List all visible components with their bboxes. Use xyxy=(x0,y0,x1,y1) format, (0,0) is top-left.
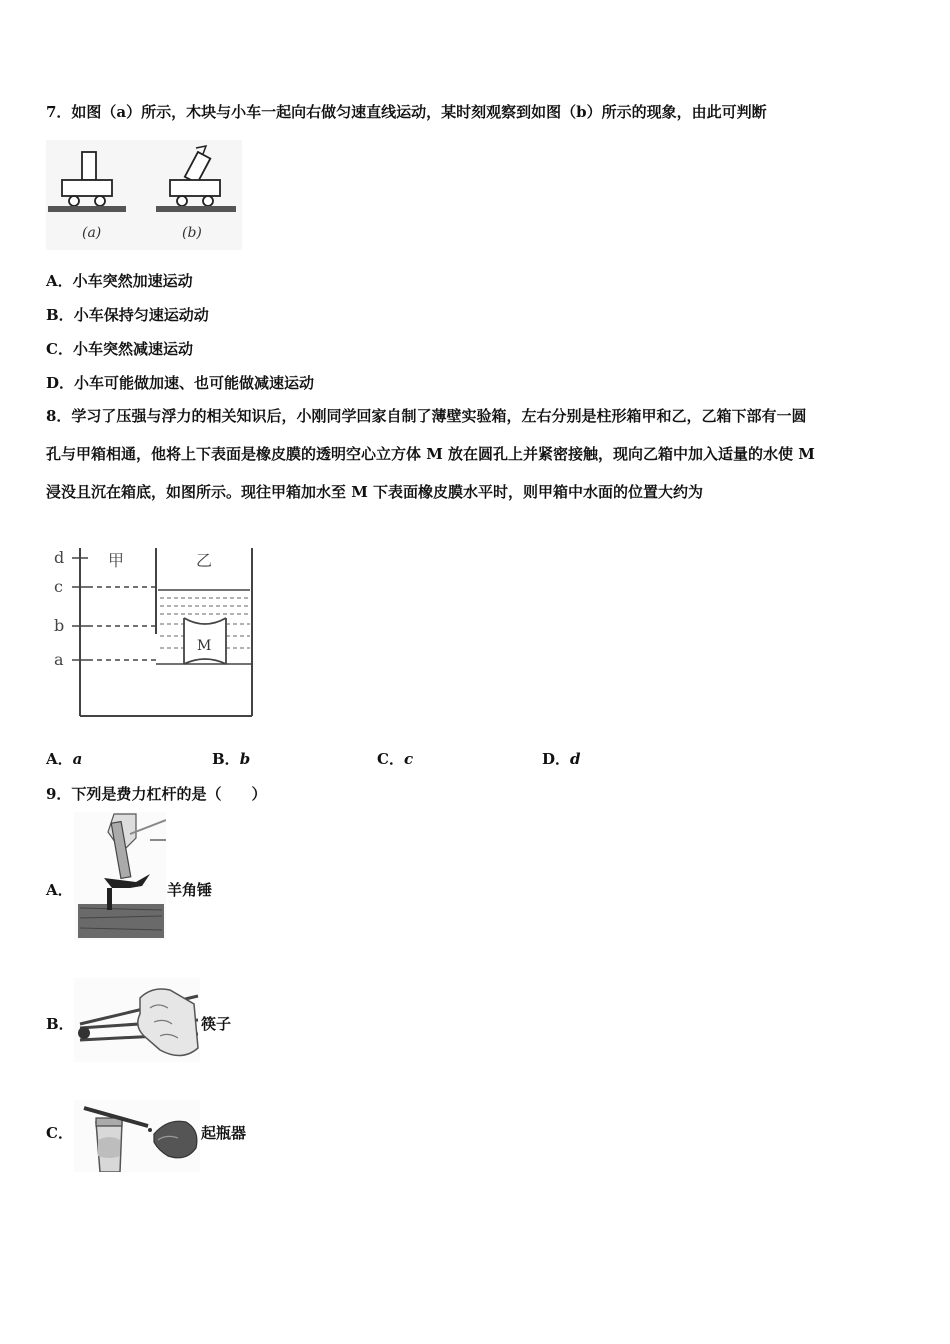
q9-option-c-text: 起瓶器 xyxy=(201,1124,247,1142)
option-text: c xyxy=(403,750,414,768)
q8-figure-tanks xyxy=(50,540,260,722)
q8-option-c[interactable] xyxy=(377,749,413,769)
claw-hammer-icon xyxy=(74,812,166,940)
q7-option-a[interactable] xyxy=(46,271,193,291)
q8-stem-line-3: 浸没且沉在箱底，如图所示。现往甲箱加水至 M 下表面橡皮膜水平时，则甲箱中水面的位置大约为 xyxy=(46,483,704,501)
label-jia: 甲 xyxy=(108,551,125,570)
q7-option-c[interactable] xyxy=(46,339,193,359)
level-a: a xyxy=(54,650,64,669)
q9-option-b-text: 筷子 xyxy=(201,1015,232,1033)
q9-option-a-text: 羊角锤 xyxy=(167,881,213,899)
q9-option-a-letter[interactable]: A． xyxy=(46,881,73,899)
q8-stem-line-1: 8．学习了压强与浮力的相关知识后，小刚同学回家自制了薄壁实验箱，左右分别是柱形箱甲和乙，乙箱下部有一圆 xyxy=(46,407,807,425)
label-yi: 乙 xyxy=(196,551,213,570)
option-text: b xyxy=(239,750,251,768)
level-c: c xyxy=(54,577,63,596)
q8-option-d[interactable] xyxy=(542,749,581,769)
cube-m xyxy=(184,618,226,664)
q9-stem: 9．下列是费力杠杆的是（ ） xyxy=(46,785,267,803)
label-b: (b) xyxy=(182,225,202,241)
option-text: 小车突然加速运动 xyxy=(72,272,193,290)
q9-option-c-letter[interactable]: C． xyxy=(46,1124,73,1142)
option-text: 小车突然减速运动 xyxy=(72,340,193,358)
option-letter: B． xyxy=(46,306,74,324)
option-text: a xyxy=(72,750,83,768)
option-letter: A． xyxy=(46,750,73,768)
q7-figure-cart xyxy=(46,140,242,250)
q8-stem-line-2: 孔与甲箱相通，他将上下表面是橡皮膜的透明空心立方体 M 放在圆孔上并紧密接触，现向乙箱中加入适量的水使 M xyxy=(46,445,815,463)
option-letter: C． xyxy=(46,340,73,358)
option-letter: B． xyxy=(212,750,240,768)
option-letter: D． xyxy=(46,374,75,392)
option-letter: C． xyxy=(377,750,404,768)
label-a: (a) xyxy=(82,225,102,241)
q9-option-b-letter[interactable]: B． xyxy=(46,1015,74,1033)
q7-option-d[interactable] xyxy=(46,373,314,393)
bottle-opener-icon xyxy=(74,1100,200,1172)
chopsticks-icon xyxy=(74,978,200,1062)
option-text: 小车可能做加速、也可能做减速运动 xyxy=(74,374,315,392)
option-letter: D． xyxy=(542,750,571,768)
q8-option-a[interactable] xyxy=(46,749,82,769)
level-d: d xyxy=(54,548,65,567)
option-text: d xyxy=(570,750,581,768)
label-m: M xyxy=(197,638,212,654)
option-text: 小车保持匀速运动动 xyxy=(73,306,209,324)
q7-option-b[interactable] xyxy=(46,305,209,325)
option-letter: A． xyxy=(46,272,73,290)
level-b: b xyxy=(54,616,65,635)
q8-option-b[interactable] xyxy=(212,749,250,769)
q7-stem: 7．如图（a）所示，木块与小车一起向右做匀速直线运动，某时刻观察到如图（b）所示的现象，由此可判断 xyxy=(46,103,767,121)
